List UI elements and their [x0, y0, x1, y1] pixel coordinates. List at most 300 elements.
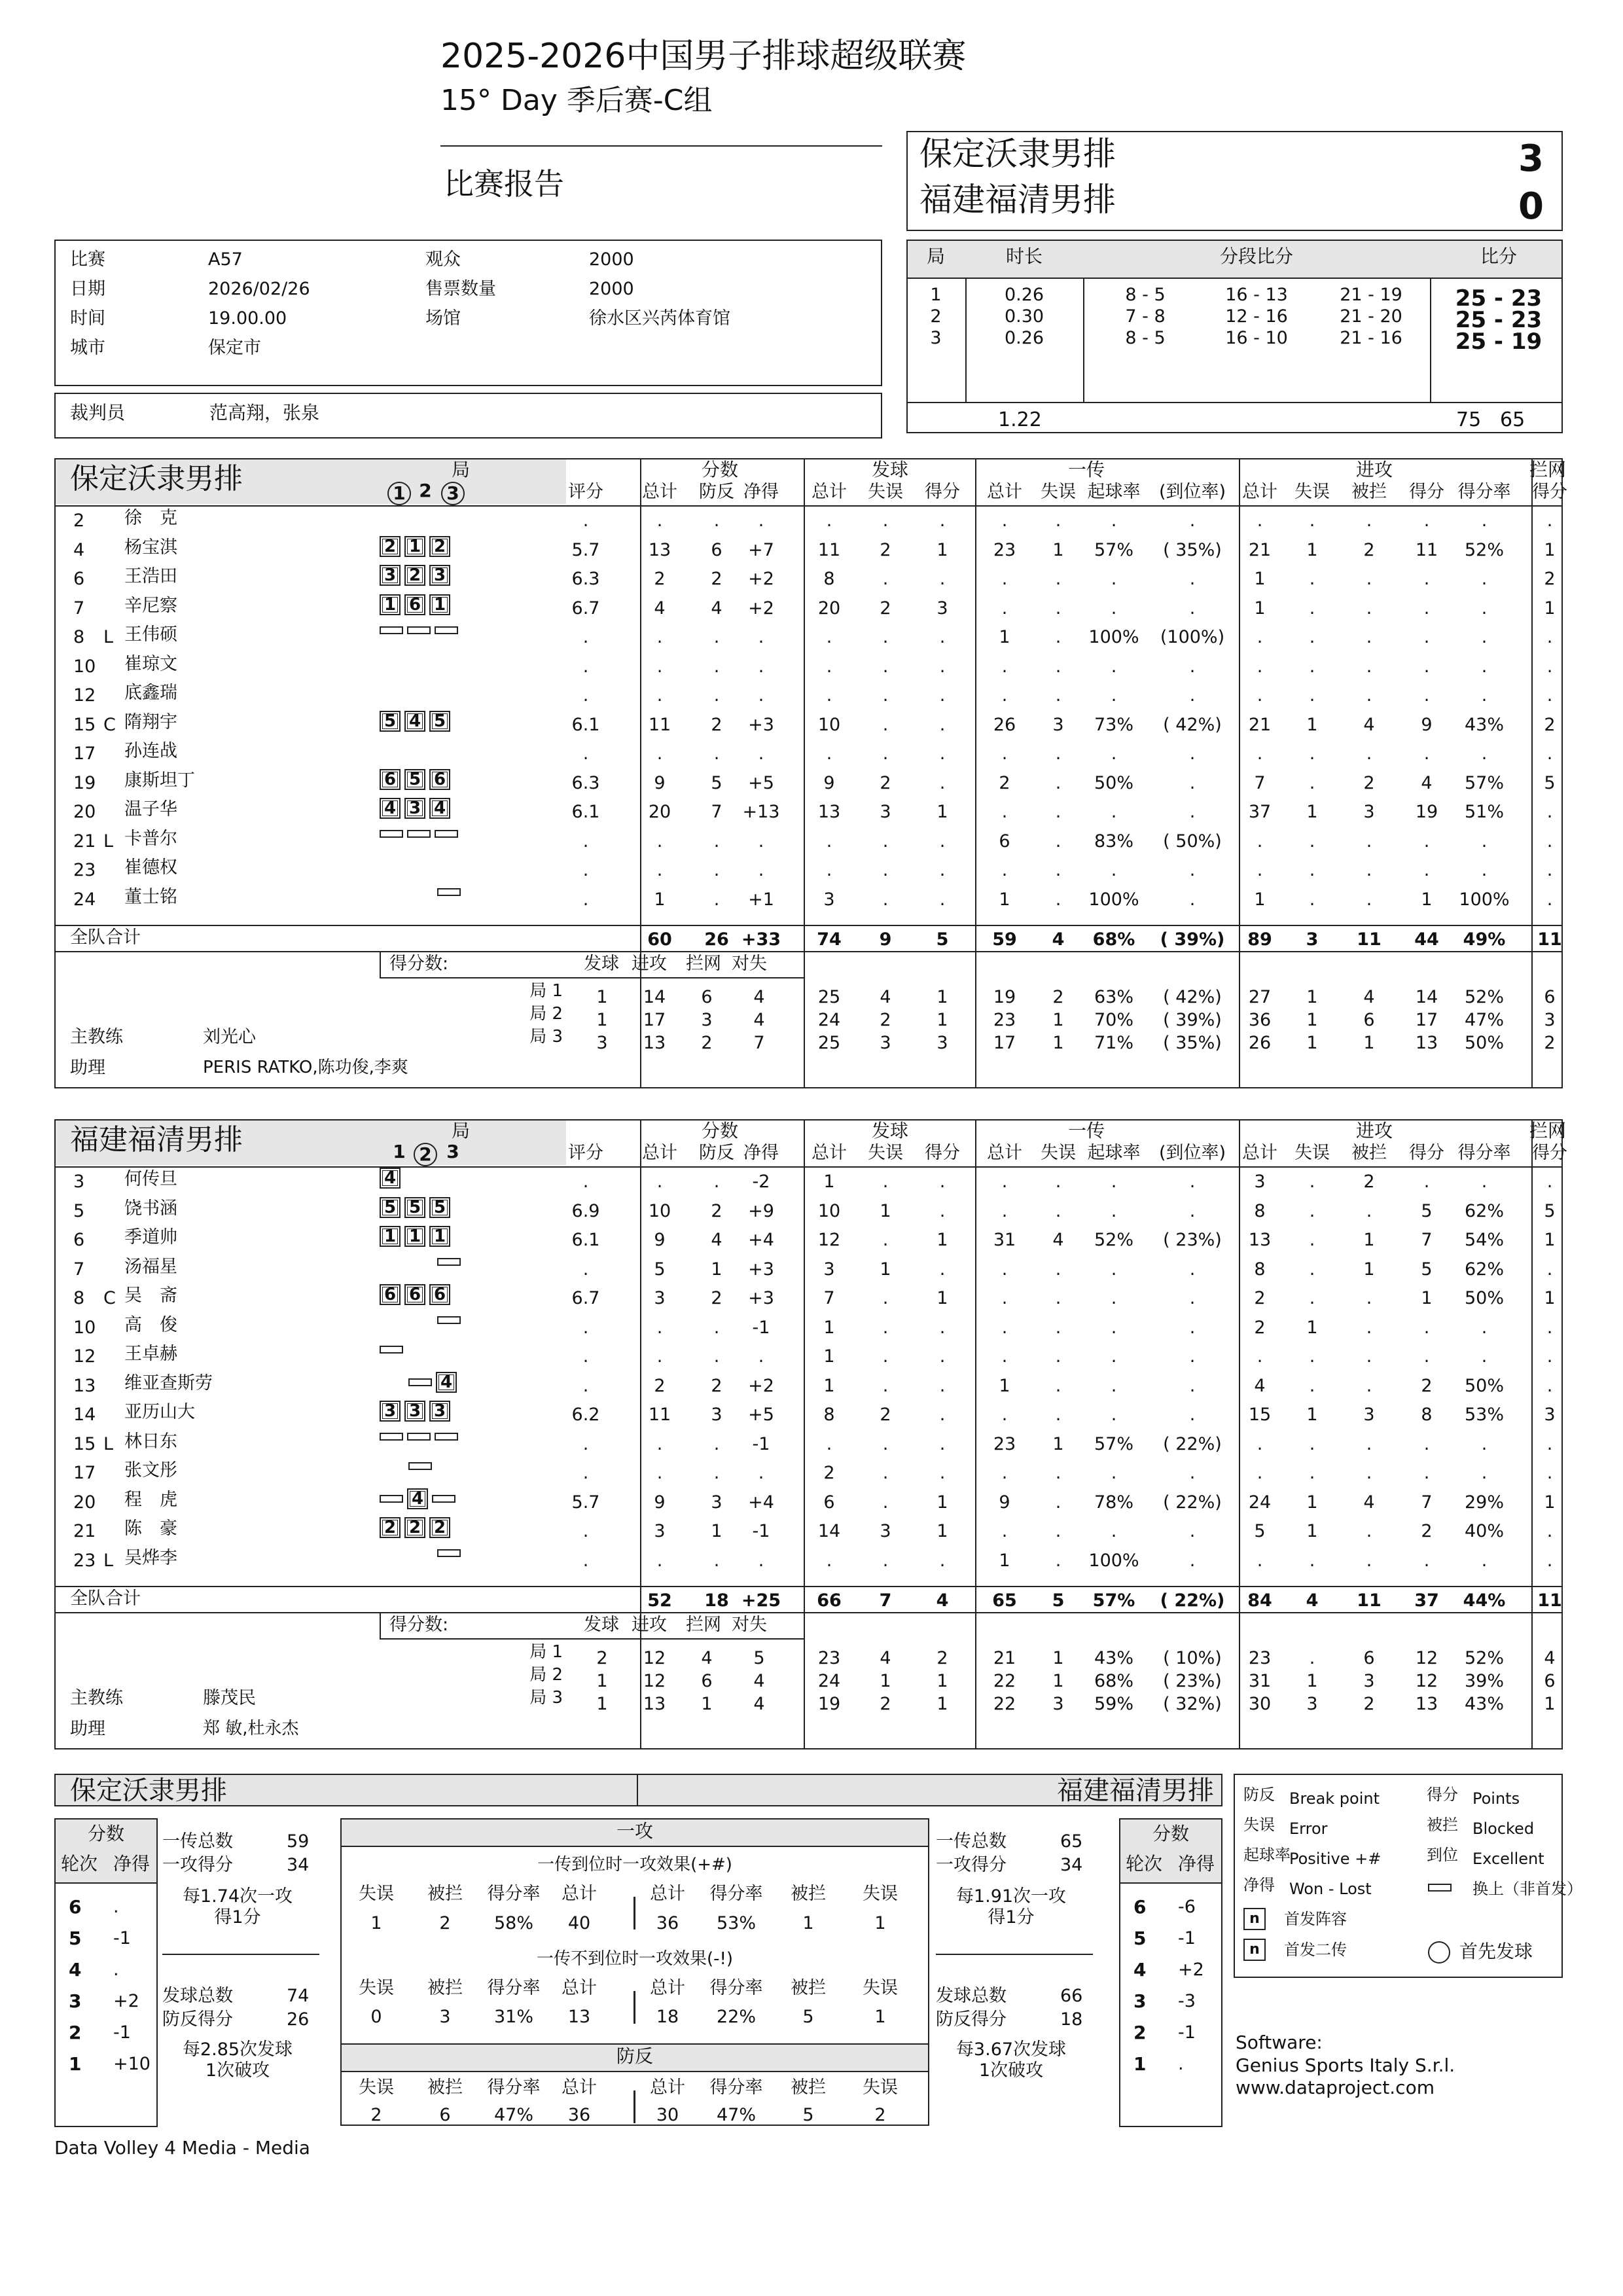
duration-col-header: 时长	[1005, 245, 1043, 267]
set-row-cell: 1	[1052, 1671, 1064, 1691]
stat-cell: 2	[1421, 1375, 1433, 1396]
stat-cell: 50%	[1094, 772, 1133, 793]
stat-cell: 57%	[1094, 539, 1133, 560]
set-row-cell: 2	[701, 1033, 713, 1053]
stat-cell: .	[758, 744, 764, 764]
stat-cell: .	[1189, 685, 1196, 706]
stat-cell: .	[1055, 1375, 1061, 1396]
rotation-net: -1	[113, 2022, 131, 2043]
rotation-number: 1	[1133, 2053, 1147, 2075]
set-row-cell: 19	[993, 987, 1016, 1007]
start-position: 2	[380, 1517, 401, 1538]
stat-cell: .	[1366, 744, 1372, 764]
set-row-cell: 4	[1363, 987, 1375, 1007]
stat-cell: .	[582, 1259, 589, 1280]
start-position: 2	[429, 1517, 450, 1538]
set-row-cell: 1	[596, 1671, 608, 1691]
column-subheader: (到位率)	[1158, 1143, 1226, 1163]
attack-col-header: 被拦	[427, 1978, 463, 1998]
attack-col-header: 总计	[562, 1884, 597, 1904]
stat-cell: 1	[1306, 1317, 1318, 1338]
substitute-marker	[435, 626, 458, 634]
attack-cell: 31%	[493, 2007, 533, 2027]
info-value: A57	[208, 249, 243, 270]
referee-box	[54, 393, 882, 439]
stat-cell: .	[1481, 1433, 1488, 1454]
stat-cell: 23	[993, 1433, 1016, 1454]
column-subheader: 失误	[868, 482, 903, 502]
set-row-cell: 3	[596, 1033, 608, 1053]
set-row-cell: ( 35%)	[1163, 1033, 1222, 1053]
summary-home-name: 保定沃隶男排	[70, 1776, 227, 1806]
stat-cell: .	[1055, 1172, 1061, 1192]
rotation-net: .	[1178, 2054, 1184, 2074]
away-team-name: 福建福清男排	[919, 181, 1116, 219]
stat-cell: .	[882, 1230, 889, 1250]
serve-header: 发球	[871, 459, 908, 480]
attack-header: 进攻	[1355, 459, 1393, 480]
stat-cell: .	[1366, 1550, 1372, 1571]
stat-cell: .	[1309, 1288, 1315, 1308]
stat-cell: .	[1001, 656, 1008, 677]
stat-value: 34	[287, 1855, 310, 1875]
stat-cell: .	[1111, 860, 1117, 880]
stat-cell: 53%	[1464, 1405, 1504, 1425]
stat-cell: .	[1366, 1200, 1372, 1221]
stat-cell: 78%	[1094, 1492, 1133, 1513]
player-number: 23	[73, 860, 96, 880]
stat-cell: 9	[654, 1230, 666, 1250]
set-row-cell: 6	[1363, 1648, 1375, 1668]
stat-cell: 100%	[1088, 1550, 1139, 1571]
stat-cell: 4	[1254, 1375, 1266, 1396]
stat-cell: 21	[1248, 539, 1272, 560]
stat-cell: 6.1	[571, 802, 600, 822]
stat-cell: .	[939, 656, 946, 677]
set-partial: 16 - 13	[1225, 285, 1288, 305]
player-number: 7	[73, 598, 85, 619]
team-total-cell: ( 22%)	[1160, 1590, 1225, 1611]
column-subheader: 失误	[1041, 482, 1076, 502]
column-subheader: 净得	[743, 1143, 779, 1163]
stat-cell: .	[1111, 744, 1117, 764]
set-row-cell: 17	[993, 1033, 1016, 1053]
stat-cell: 7	[823, 1288, 835, 1308]
score-attack: 进攻	[632, 954, 667, 974]
set-row-cell: 14	[1415, 987, 1438, 1007]
stat-cell: .	[1546, 1463, 1553, 1483]
stat-cell: .	[1257, 1550, 1263, 1571]
player-number: 20	[73, 1492, 96, 1513]
stat-cell: 6	[823, 1492, 835, 1513]
stat-cell: .	[1366, 685, 1372, 706]
team-total-cell: 4	[936, 1590, 949, 1611]
stat-cell: .	[1309, 860, 1315, 880]
stat-cell: ( 23%)	[1163, 1230, 1222, 1250]
stat-cell: .	[1111, 598, 1117, 619]
legend-term: 净得	[1243, 1876, 1275, 1894]
stat-cell: .	[1481, 1317, 1488, 1338]
team-total-cell: 68%	[1092, 929, 1135, 950]
stat-cell: .	[1111, 1200, 1117, 1221]
set-row-cell: 1	[936, 1671, 948, 1691]
stat-cell: 1	[1363, 1259, 1375, 1280]
stat-cell: .	[1001, 1463, 1008, 1483]
stat-cell: .	[582, 685, 589, 706]
set-col-header: 局	[926, 245, 945, 267]
coach-name: 滕茂民	[203, 1688, 256, 1708]
start-position: 5	[380, 711, 401, 732]
set-row-label: 局 3	[529, 1688, 563, 1708]
set-row-cell: 6	[1363, 1010, 1375, 1030]
stat-cell: 20	[817, 598, 841, 619]
stat-cell: +5	[748, 772, 774, 793]
stat-cell: .	[582, 1375, 589, 1396]
stat-cell: .	[1111, 1317, 1117, 1338]
player-name: 隋翔宇	[124, 711, 177, 732]
stat-cell: .	[1309, 1463, 1315, 1483]
stat-cell: 2	[711, 1288, 722, 1308]
stat-cell: 15	[1248, 1405, 1272, 1425]
stat-cell: .	[1481, 511, 1488, 531]
attack-cell: 1	[370, 1913, 382, 1933]
stat-cell: 1	[1306, 1492, 1318, 1513]
stat-cell: .	[1111, 1259, 1117, 1280]
stat-cell: .	[1423, 1317, 1430, 1338]
start-position: 1	[380, 1226, 401, 1247]
set-row-cell: 27	[1248, 987, 1272, 1007]
legend-meaning: Blocked	[1472, 1820, 1535, 1838]
attack-cell: 30	[656, 2105, 679, 2125]
player-name: 维亚查斯劳	[124, 1372, 213, 1393]
attack-col-header: 被拦	[427, 1884, 463, 1904]
stat-cell: 8	[823, 1405, 835, 1425]
stat-cell: .	[1546, 511, 1553, 531]
start-position: 4	[380, 1168, 401, 1189]
stat-cell: 12	[817, 1230, 841, 1250]
stat-cell: 5	[1544, 772, 1556, 793]
stat-cell: .	[939, 889, 946, 910]
column-subheader: 得分率	[1457, 1143, 1511, 1163]
stat-cell: 7	[1254, 772, 1266, 793]
stat-cell: 1	[1544, 1230, 1556, 1250]
stat-cell: 14	[817, 1521, 841, 1541]
start-position: 4	[380, 798, 401, 819]
stat-cell: 2	[823, 1463, 835, 1483]
set-row-cell: 47%	[1464, 1010, 1504, 1030]
software-url: www.dataproject.com	[1236, 2077, 1435, 2098]
substitute-marker	[380, 1346, 403, 1354]
stat-cell: .	[1481, 831, 1488, 852]
stat-cell: .	[713, 1550, 720, 1571]
stat-cell: 100%	[1459, 889, 1510, 910]
stat-cell: .	[1111, 1375, 1117, 1396]
stat-cell: 2	[711, 1200, 722, 1221]
set-row-cell: 4	[753, 987, 765, 1007]
stat-value: 74	[287, 1986, 310, 2006]
stat-cell: 26	[993, 714, 1016, 735]
set-duration: 0.30	[1004, 306, 1044, 327]
stat-cell: 1	[1306, 539, 1318, 560]
stat-cell: .	[1001, 598, 1008, 619]
attack-col-header: 得分率	[709, 2077, 763, 2098]
assistant-label: 助理	[70, 1058, 105, 1078]
stat-cell: .	[1546, 1346, 1553, 1367]
attack-cell: 36	[656, 1913, 679, 1933]
team-total-cell: 11	[1357, 929, 1382, 950]
start-lineup-icon	[1243, 1908, 1266, 1930]
start-position: 1	[429, 594, 450, 615]
attack-col-header: 失误	[863, 1884, 898, 1904]
stat-cell: .	[713, 1346, 720, 1367]
stat-cell: 11	[817, 539, 841, 560]
stat-cell: 1	[936, 802, 948, 822]
set-row-cell: 4	[753, 1694, 765, 1714]
set-row-cell: 12	[1415, 1671, 1438, 1691]
stat-cell: .	[582, 889, 589, 910]
stat-cell: .	[713, 656, 720, 677]
player-number: 3	[73, 1172, 85, 1192]
stat-cell: .	[882, 511, 889, 531]
set-mark: 3	[446, 1141, 459, 1162]
stat-cell: .	[582, 860, 589, 880]
stat-cell: .	[582, 1463, 589, 1483]
stat-cell: .	[713, 1172, 720, 1192]
stat-cell: .	[1001, 569, 1008, 589]
column-subheader: 总计	[987, 1143, 1022, 1163]
stat-cell: .	[1055, 569, 1061, 589]
stat-cell: .	[1001, 1521, 1008, 1541]
player-number: 7	[73, 1259, 85, 1280]
stat-cell: .	[1309, 685, 1315, 706]
stat-cell: 100%	[1088, 889, 1139, 910]
points-header: 分数	[701, 459, 738, 480]
rotation-rot-header: 轮次	[1126, 1853, 1163, 1874]
info-key: 比赛	[70, 249, 105, 270]
player-positions	[380, 1314, 465, 1326]
attack-col-header: 被拦	[791, 1884, 826, 1904]
set-partial: 12 - 16	[1225, 306, 1288, 327]
attack-col-header: 总计	[650, 1978, 685, 1998]
stat-cell: 52%	[1464, 539, 1504, 560]
stat-cell: .	[939, 860, 946, 880]
stat-cell: .	[1366, 598, 1372, 619]
player-number: 20	[73, 802, 96, 822]
team-total-cell: 5	[1052, 1590, 1065, 1611]
info-key: 场馆	[425, 308, 461, 329]
block-header: 拦网	[1529, 1120, 1566, 1141]
stat-cell: .	[713, 1433, 720, 1454]
set-row-cell: 1	[1306, 987, 1318, 1007]
stat-cell: .	[1481, 656, 1488, 677]
stat-cell: 62%	[1464, 1200, 1504, 1221]
set-row-cell: 70%	[1094, 1010, 1133, 1030]
set-row-cell: 14	[643, 987, 666, 1007]
player-positions	[380, 594, 454, 615]
stat-cell: .	[939, 831, 946, 852]
stat-cell: .	[1111, 569, 1117, 589]
stat-cell: ( 22%)	[1163, 1433, 1222, 1454]
set-duration: 0.26	[1004, 285, 1044, 305]
stat-note: 每1.91次一攻	[955, 1886, 1067, 1907]
set-partial: 7 - 8	[1125, 306, 1166, 327]
player-number: 12	[73, 685, 96, 706]
player-name: 孙连战	[124, 741, 177, 761]
stat-cell: .	[1055, 511, 1061, 531]
team-total-cell: 4	[1306, 1590, 1319, 1611]
stat-cell: 50%	[1464, 1375, 1504, 1396]
stat-cell: .	[1189, 744, 1196, 764]
stat-cell: .	[713, 860, 720, 880]
set-row-cell: 1	[701, 1694, 713, 1714]
stat-cell: .	[1111, 1463, 1117, 1483]
rotation-points-header: 分数	[1152, 1823, 1189, 1844]
set-partial: 16 - 10	[1225, 328, 1288, 348]
stat-cell: .	[758, 860, 764, 880]
stat-cell: .	[1546, 1172, 1553, 1192]
set-row-cell: 13	[643, 1694, 666, 1714]
set-row-cell: 52%	[1464, 987, 1504, 1007]
rotation-number: 6	[1133, 1896, 1147, 1918]
stat-cell: .	[1309, 627, 1315, 647]
stat-cell: 2	[711, 714, 722, 735]
stat-cell: 1	[1306, 802, 1318, 822]
divider	[633, 1991, 635, 2024]
stat-label: 发球总数	[162, 1986, 233, 2006]
player-name: 王伟硕	[124, 624, 177, 645]
stat-cell: .	[656, 1550, 663, 1571]
stat-cell: 1	[1254, 598, 1266, 619]
attack-col-header: 失误	[359, 1978, 394, 1998]
legend-term: 失误	[1243, 1816, 1275, 1834]
stat-cell: .	[1189, 1317, 1196, 1338]
legend-meaning: Excellent	[1472, 1850, 1544, 1868]
stat-cell: .	[882, 860, 889, 880]
stat-cell: .	[882, 1375, 889, 1396]
reception-header: 一传	[1067, 1120, 1105, 1141]
start-position: 5	[404, 1197, 425, 1218]
rotation-number: 2	[69, 2022, 82, 2043]
stat-cell: 10	[648, 1200, 671, 1221]
info-value: 2000	[589, 279, 634, 299]
stat-cell: .	[1309, 772, 1315, 793]
stat-cell: 3	[936, 598, 948, 619]
stat-cell: 2	[1254, 1317, 1266, 1338]
stat-cell: +4	[748, 1230, 774, 1250]
column-subheader: 总计	[1242, 1143, 1277, 1163]
stat-cell: .	[1055, 1463, 1061, 1483]
stat-cell: .	[1055, 1405, 1061, 1425]
stat-cell: .	[826, 1433, 832, 1454]
substitute-marker	[432, 1495, 455, 1503]
stat-note: 每1.74次一攻	[182, 1886, 293, 1907]
stat-cell: 6.7	[571, 598, 600, 619]
rotation-net: .	[113, 1960, 119, 1980]
team-total-cell: 5	[936, 929, 949, 950]
stat-note: 1次破攻	[205, 2060, 270, 2081]
stat-cell: 2	[1544, 714, 1556, 735]
player-role: L	[103, 1433, 114, 1454]
stat-label: 发球总数	[936, 1986, 1007, 2006]
set-row-cell: 1	[1306, 1010, 1318, 1030]
column-subheader: (到位率)	[1158, 482, 1226, 502]
stat-cell: 8	[1254, 1259, 1266, 1280]
set-row-label: 局 3	[529, 1027, 563, 1047]
attack-cell: 1	[874, 1913, 886, 1933]
stat-cell: .	[1309, 1433, 1315, 1454]
stat-cell: 2	[1421, 1521, 1433, 1541]
set-row-cell: 17	[1415, 1010, 1438, 1030]
stat-cell: 6.9	[571, 1200, 600, 1221]
column-subheader: 总计	[1242, 482, 1277, 502]
stat-cell: .	[882, 744, 889, 764]
stat-cell: 9	[654, 772, 666, 793]
substitute-marker-sample	[1428, 1884, 1452, 1892]
set-partial: 21 - 19	[1340, 285, 1402, 305]
stat-cell: (100%)	[1160, 627, 1225, 647]
stat-cell: .	[1481, 744, 1488, 764]
start-position: 2	[404, 1517, 425, 1538]
stat-cell: .	[1546, 1521, 1553, 1541]
stat-cell: .	[882, 1288, 889, 1308]
stat-cell: 29%	[1464, 1492, 1504, 1513]
set-mark: 2	[419, 480, 432, 501]
team-total-label: 全队合计	[70, 1588, 141, 1609]
set-mark: 1	[387, 482, 411, 505]
first-serve-circle-icon	[1428, 1941, 1450, 1964]
counter-title: 防反	[616, 2045, 653, 2067]
stat-cell: 13	[817, 802, 841, 822]
stat-cell: 1	[1052, 1433, 1064, 1454]
stat-cell: .	[882, 656, 889, 677]
stat-cell: 1	[823, 1346, 835, 1367]
player-number: 15	[73, 714, 96, 735]
stat-cell: 54%	[1464, 1230, 1504, 1250]
stat-cell: 2	[711, 569, 722, 589]
score-col-header: 比分	[1480, 245, 1517, 267]
score-opp: 对失	[732, 954, 767, 974]
team-total-cell: 59	[992, 929, 1017, 950]
rotation-net: -6	[1178, 1897, 1196, 1917]
stat-cell: .	[1189, 1550, 1196, 1571]
set-partial: 8 - 5	[1125, 285, 1166, 305]
stat-cell: +2	[748, 598, 774, 619]
substitute-marker	[437, 888, 461, 896]
stat-cell: 1	[654, 889, 666, 910]
info-value: 2000	[589, 249, 634, 270]
stat-cell: .	[939, 1259, 946, 1280]
stat-cell: .	[1366, 860, 1372, 880]
player-positions	[380, 623, 462, 636]
stat-cell: .	[1055, 802, 1061, 822]
stat-cell: 1	[1421, 889, 1433, 910]
stat-cell: .	[656, 1463, 663, 1483]
team-total-cell: 84	[1247, 1590, 1272, 1611]
player-positions	[380, 827, 462, 840]
stat-cell: .	[1111, 685, 1117, 706]
start-position: 3	[429, 1401, 450, 1422]
stat-cell: .	[582, 744, 589, 764]
stat-cell: .	[1309, 1200, 1315, 1221]
start-position: 4	[436, 1372, 457, 1393]
start-lineup-label: 首发阵容	[1284, 1910, 1347, 1928]
stat-cell: 1	[1544, 1492, 1556, 1513]
substitute-marker	[408, 1378, 432, 1386]
stat-cell: .	[1001, 1172, 1008, 1192]
attack-col-header: 总计	[562, 1978, 597, 1998]
attack-col-header: 总计	[562, 2077, 597, 2098]
stat-cell: .	[882, 714, 889, 735]
